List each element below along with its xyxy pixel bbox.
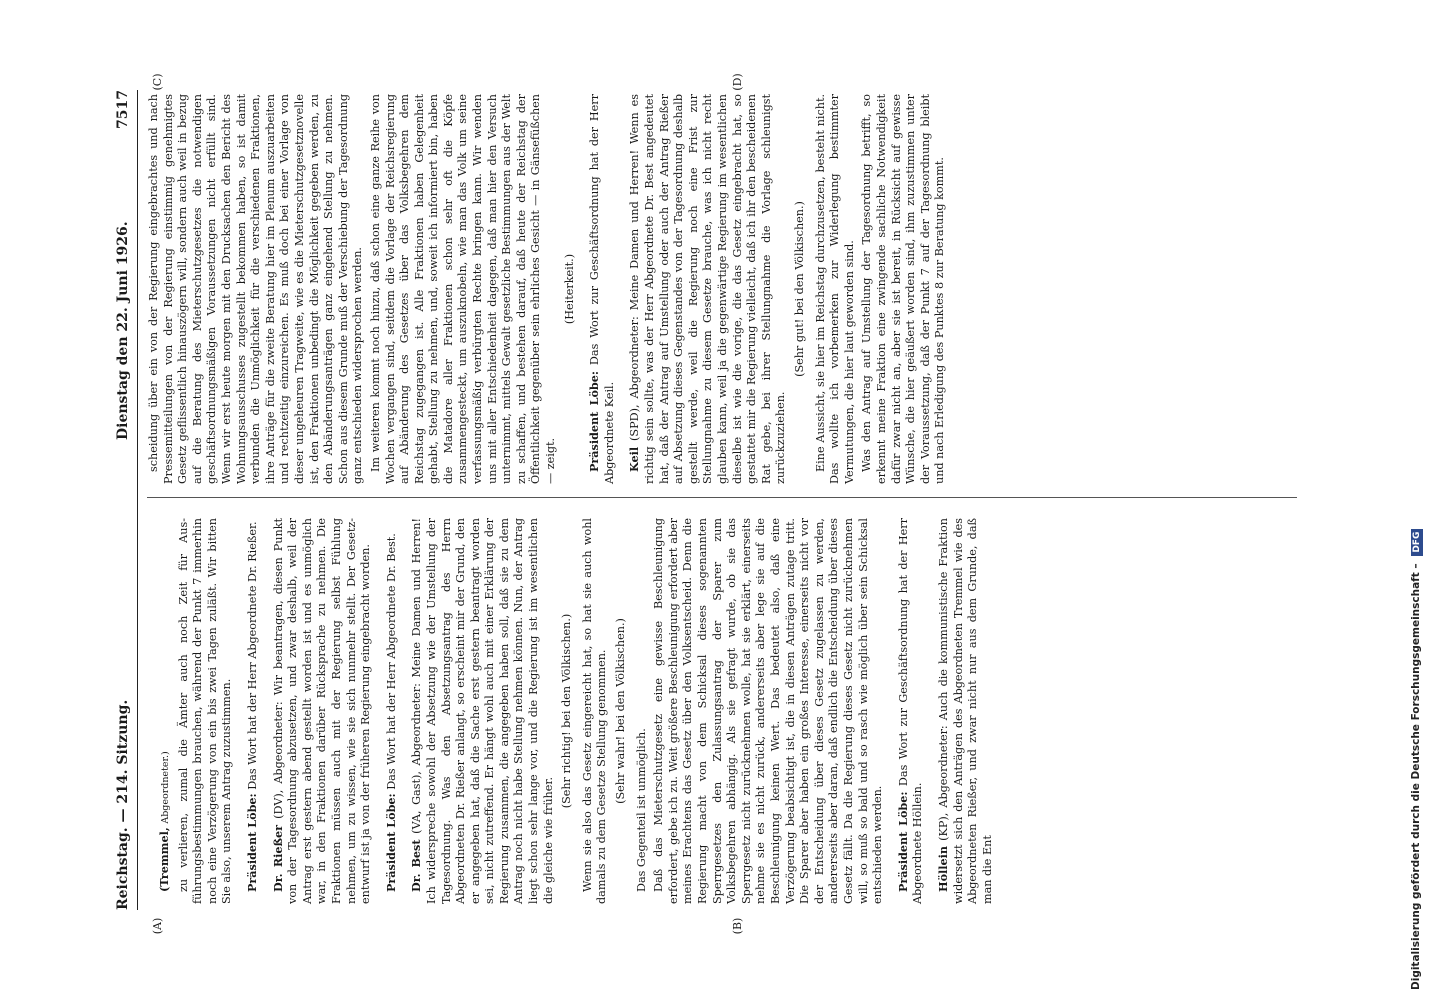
speech-paragraph xyxy=(587,94,617,484)
text-paragraph xyxy=(369,94,559,484)
text-paragraph xyxy=(177,518,235,904)
speaker-name: Dr. Best xyxy=(409,839,424,892)
speech-paragraph xyxy=(409,518,556,904)
margin-marker-d: (D) xyxy=(731,73,744,91)
header-session: Reichstag. — 214. Sitzung. xyxy=(115,699,131,910)
header-date: Dienstag den 22. Juni 1926. xyxy=(115,221,131,440)
paragraph-text: Wenn sie also das Gesetz eingereicht hat, so hat sie auch wohl damals zu dem Gesetze Stellung genommen. xyxy=(580,518,609,904)
speech-paragraph xyxy=(245,518,261,904)
text-paragraph xyxy=(814,94,858,484)
margin-marker-c: (C) xyxy=(151,73,164,91)
speech-paragraph xyxy=(896,518,926,904)
paragraph-text: Das Wort zur Geschäftsordnung hat der Herr Abgeordnete Keil. xyxy=(588,93,616,484)
margin-marker-b: (B) xyxy=(731,917,744,935)
speaker-name: (Tremmel, xyxy=(157,827,171,892)
paragraph-text: Daß das Mieterschutzgesetz eine gewisse Beschleunigung erfordert, gebe ich zu. Weit größere Beschleunigung erfordert aber meines Erachtens das Gesetz über den Volksentscheid. Denn die Regierung macht von dem Schicksal dieses sogenannten Sperrgesetzes den Zulassungsantrag der Sparer zum Volksbegehren abhängig. Als sie gefragt wurde, ob sie das Sperrgesetz nicht zurücknehmen wolle, hat sie erklärt, einerseits nehme sie es nicht zurück, andererseits aber lege sie auf die Beschleunigung keinen Wert. Das bedeutet also, daß eine Verzögerung beabsichtigt ist, die in diesen Anträgen zutage tritt. Die Sparer aber haben ein großes Interesse, einerseits nicht vor der Entscheidung über dieses Gesetz zugelassen zu werden, andererseits aber daran, daß endlich die Entscheidung über dieses Gesetz fällt. Da die Regierung dieses Gesetz nicht zurücknehmen will, so muß so bald und so rasch wie möglich über sein Schicksal entschieden werden. xyxy=(652,518,885,904)
paragraph-text: Eine Aussicht, sie hier im Reichstag durchzusetzen, besteht nicht. Das wollte ich vorbemerken zur Widerlegung bestimmter Vermutungen, die hier laut geworden sind. xyxy=(813,94,856,484)
speech-paragraph xyxy=(271,518,374,904)
speaker-name: Präsident Löbe: xyxy=(244,793,259,892)
speech-paragraph xyxy=(157,518,174,904)
dfg-logo: DFG xyxy=(1411,529,1423,556)
speaker-name: Präsident Löbe: xyxy=(587,370,602,472)
interjection: (Sehr wahr! bei den Völkischen.) xyxy=(614,618,628,804)
interjection: (Sehr richtig! bei den Völkischen.) xyxy=(560,613,574,809)
paragraph-text: (DV), Abgeordneter: Wir beantragen, diesen Punkt von der Tagesordnung abzusetzen, und zwar deshalb, weil der Antrag erst gestern abend gestellt worden ist und es unmöglich war, in den Fraktionen darüber Rücksprache zu nehmen. Die Fraktionen müssen auch mit der Regierung selbst Fühlung nehmen, um zu wissen, wie sie sich nunmehr stellt. Der Gesetzentwurf ist ja von der früheren Regierung eingebracht worden. xyxy=(271,518,373,904)
paragraph-text: Das Wort hat der Herr Abgeordnete Dr. Rießer. xyxy=(245,521,259,790)
speaker-name: Präsident Löbe: xyxy=(383,793,398,892)
speech-paragraph xyxy=(627,94,789,484)
paragraph-text: scheidung über ein von der Regierung eingebrachtes und nach Pressemitteilungen von der Regierung einstimmig genehmigtes Gesetz geflissentlich hinauszögern will, sondern auch weil in bezug auf die Beratung des Mieterschutzgesetzes die notwendigen geschäftsordnungsmäßigen Voraussetzungen nicht erfüllt sind. Wenn wir erst heute morgen mit den Drucksachen den Bericht des Wohnungsausschusses zugestellt bekommen haben, so ist damit verbunden die Unmöglichkeit für die verschiedenen Fraktionen, ihre Anträge für die zweite Beratung hier im Plenum auszuarbeiten und rechtzeitig einzureichen. Es muß doch bei einer Vorlage von dieser ungeheuren Tragweite, wie es die Mieterschutzgesetznovelle ist, den Fraktionen unbedingt die Möglichkeit gegeben werden, zu den Abänderungsanträgen ganz eingehend Stellung zu nehmen. Schon aus diesem Grunde muß der Verschiebung der Tagesordnung ganz entschieden widersprochen werden. xyxy=(147,94,365,484)
paragraph-text: Das Wort hat der Herr Abgeordnete Dr. Best. xyxy=(384,533,398,790)
right-text-column xyxy=(147,94,951,484)
interjection: (Heiterkeit.) xyxy=(562,253,576,325)
dfg-attribution xyxy=(1410,10,1432,990)
paragraph-text: Das Wort zur Geschäftsordnung hat der Herr Abgeordnete Höllein. xyxy=(896,517,925,904)
speaker-name: Keil xyxy=(627,446,642,472)
paragraph-text: Was den Antrag auf Umstellung der Tagesordnung betrifft, so erkennt meine Fraktion eine zwingende sachliche Notwendigkeit dafür zwar nicht an, aber sie ist bereit, in Rücksicht auf gewisse Wünsche, die hier geäußert worden sind, ihm zuzustimmen unter der Voraussetzung, daß der Punkt 7 auf der Tagesordnung bleibt und nach Erledigung des Punktes 8 zur Beratung kommt. xyxy=(860,94,947,484)
text-paragraph xyxy=(860,94,948,484)
margin-marker-a: (A) xyxy=(151,917,164,935)
speech-paragraph xyxy=(384,518,400,904)
paragraph-text: zu verlieren, zumal die Ämter auch noch Zeit für Ausführungsbestimmungen brauchen, während der Punkt 7 immerhin noch eine Verzögerung von ein bis zwei Tagen zuläßt. Wir bitten Sie also, unserem Antrag zuzustimmen. xyxy=(176,518,234,904)
speaker-role: Abgeordneter.) xyxy=(160,751,171,824)
column-divider xyxy=(147,497,1297,498)
paragraph-text: (VA, Gast), Abgeordneter: Meine Damen und Herren! Ich widerspreche sowohl der Absetzung wie der Umstellung der Tagesordnung. Was den Absetzungsantrag des Herrn Abgeordneten Dr. Rießer anlangt, so erscheint mir der Grund, den er angegeben hat, daß die Sache erst gestern beantragt worden sei, nicht zutreffend. Er hängt wohl auch mit einer Erklärung der Regierung zusammen, die angegeben haben soll, daß sie zu dem Antrag noch nicht habe Stellung nehmen können. Nun, der Antrag liegt schon sehr lange vor, und die Regierung ist im wesentlichen die gleiche wie früher. xyxy=(410,518,555,904)
text-paragraph xyxy=(581,518,610,904)
page-header xyxy=(111,90,138,910)
interjection: (Sehr gut! bei den Völkischen.) xyxy=(792,201,806,377)
page-number: 7517 xyxy=(115,90,131,129)
paragraph-text: Im weiteren kommt noch hinzu, daß schon eine ganze Reihe von Wochen vergangen sind, seitdem die Vorlage der Reichsregierung auf Abänderung des Gesetzes über das Volksbegehren dem Reichstag zugegangen ist. Alle Fraktionen haben Gelegenheit gehabt, Stellung zu nehmen, und, soweit ich informiert bin, haben die Matadore aller Fraktionen schon sehr oft die Köpfe zusammengesteckt, um auszuknobeln, wie man das Volk um seine verfassungsmäßig verbürgten Rechte bringen kann. Wir wenden uns mit aller Entschiedenheit dagegen, daß man hier den Versuch unternimmt, mittels Gewalt gesetzliche Bestimmungen aus der Welt zu schaffen, und bestehen darauf, daß heute der Reichstag der Öffentlichkeit gegenüber sein ehrliches Gesicht — in Gänsefüßchen — zeigt. xyxy=(368,94,558,484)
rotated-document-page xyxy=(111,73,1311,935)
paragraph-text: (KP), Abgeordneter: Auch die kommunistische Fraktion widersetzt sich den Anträgen des Abgeordneten Tremmel wie des Abgeordneten Rießer, und zwar nicht nur aus dem Grunde, daß man die Ent xyxy=(936,517,994,904)
speech-paragraph xyxy=(936,518,995,904)
text-paragraph xyxy=(147,94,366,484)
speaker-name: Dr. Rießer xyxy=(270,824,285,892)
text-paragraph xyxy=(652,518,886,904)
speaker-name: Höllein xyxy=(935,845,950,892)
paragraph-text: Das Gegenteil ist unmöglich. xyxy=(634,728,648,892)
speaker-name: Präsident Löbe: xyxy=(895,791,910,892)
attribution-text: Digitalisierung gefördert durch die Deutsche Forschungsgemeinschaft – xyxy=(1410,563,1422,990)
text-paragraph xyxy=(635,518,650,904)
paragraph-text: (SPD), Abgeordneter: Meine Damen und Herren! Wenn es richtig sein sollte, was der Herr Abgeordnete Dr. Best angedeutet hat, daß der Antrag auf Umstellung oder auch der Antrag Rießer auf Absetzung dieses Gegenstandes von der Tagesordnung deshalb gestellt werde, weil die Regierung noch eine Frist zur Stellungnahme zu diesem Gesetze brauche, was ich nicht recht glauben kann, weil ja die gegenwärtige Regierung im wesentlichen dieselbe ist wie die vorige, die das Gesetz eingebracht hat, so gestattet mir die Regierung vielleicht, daß ich ihr den bescheidenen Rat gebe, bei ihrer Stellungnahme die Vorlage schleunigst zurückzuziehen. xyxy=(628,94,788,484)
left-text-column xyxy=(147,518,998,904)
